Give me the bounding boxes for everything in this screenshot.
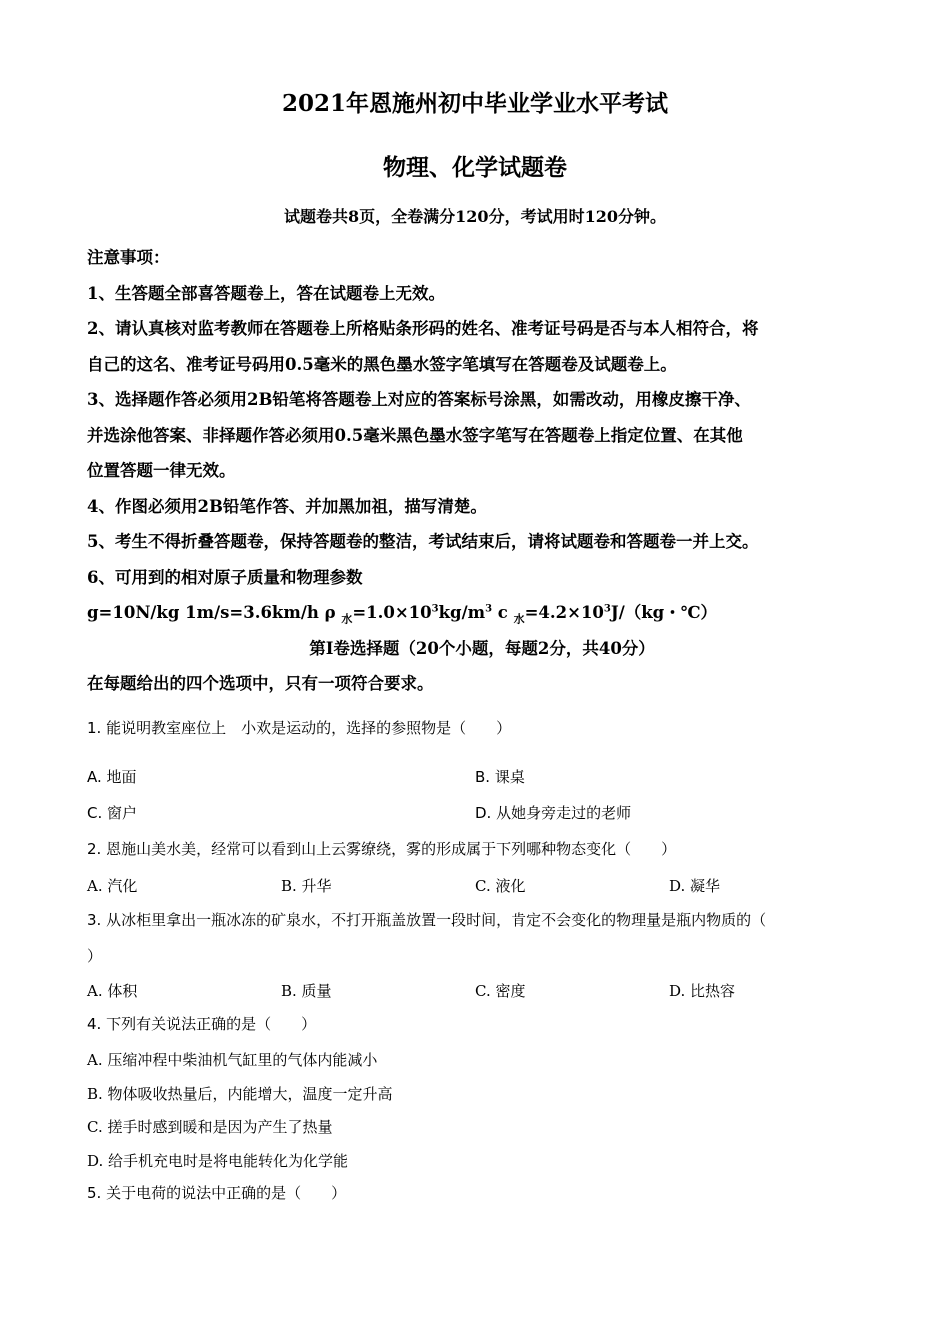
question-2-option-b: B. 升华 bbox=[281, 877, 332, 895]
note-item-2-cont: 自己的这名、准考证号码用0.5毫米的黑色墨水签字笔填写在答题卷及试题卷上。 bbox=[87, 354, 677, 374]
notes-section bbox=[87, 240, 877, 702]
exam-title: 2021年恩施州初中毕业学业水平考试 bbox=[281, 90, 668, 117]
question-2-option-d: D. 凝华 bbox=[669, 877, 721, 895]
question-1-option-a: A. 地面 bbox=[87, 768, 137, 786]
section-instruction: 在每题给出的四个选项中，只有一项符合要求。 bbox=[87, 674, 434, 693]
section-title: 第I卷选择题（20个小题，每题2分，共40分） bbox=[309, 638, 655, 658]
param-c-value: =4.2×10 bbox=[524, 603, 604, 622]
question-4-option-a: A. 压缩冲程中柴油机气缸里的气体内能减小 bbox=[87, 1051, 378, 1069]
param-rho-unit-exp: 3 bbox=[485, 603, 493, 615]
question-3-stem: 3. 从冰柜里拿出一瓶冰冻的矿泉水，不打开瓶盖放置一段时间，肯定不会变化的物理量是瓶内物质的（ bbox=[87, 911, 767, 929]
physics-parameters bbox=[87, 595, 877, 631]
question-4-option-d: D. 给手机充电时是将电能转化为化学能 bbox=[87, 1152, 349, 1170]
note-item-6: 6、可用到的相对原子质量和物理参数 bbox=[87, 567, 363, 587]
param-c: c bbox=[492, 603, 514, 622]
question-1-option-d: D. 从她身旁走过的老师 bbox=[475, 804, 632, 822]
param-g-speed-rho: g=10N/kg 1m/s=3.6km/h ρ bbox=[87, 603, 342, 622]
question-3-option-b: B. 质量 bbox=[281, 982, 332, 1000]
note-item-3-cont2: 位置答题一律无效。 bbox=[87, 461, 236, 480]
question-4-option-c: C. 搓手时感到暖和是因为产生了热量 bbox=[87, 1118, 333, 1136]
exam-info: 试题卷共8页，全卷满分120分，考试用时120分钟。 bbox=[284, 207, 666, 226]
question-4-option-b: B. 物体吸收热量后，内能增大，温度一定升高 bbox=[87, 1085, 393, 1103]
note-item-4: 4、作图必须用2B铅笔作答、并加黑加祖，描写清楚。 bbox=[87, 496, 487, 516]
note-item-5: 5、考生不得折叠答题卷，保持答题卷的整洁，考试结束后，请将试题卷和答题卷一并上交。 bbox=[87, 532, 759, 551]
question-3-stem-cont: ） bbox=[87, 947, 103, 965]
param-c-unit: J/（kg・℃） bbox=[610, 603, 717, 622]
question-2-option-c: C. 液化 bbox=[475, 877, 526, 895]
question-3-option-c: C. 密度 bbox=[475, 982, 526, 1000]
question-3-option-a: A. 体积 bbox=[87, 982, 138, 1000]
notes-heading: 注意事项： bbox=[87, 248, 170, 267]
note-item-2: 2、请认真核对监考教师在答题卷上所格贴条形码的姓名、准考证号码是否与本人相符合，将 bbox=[87, 319, 759, 338]
question-3-option-d: D. 比热容 bbox=[669, 982, 736, 1000]
question-2-stem: 2. 恩施山美水美，经常可以看到山上云雾缭绕，雾的形成属于下列哪种物态变化（ ） bbox=[87, 840, 677, 858]
exam-subtitle: 物理、化学试题卷 bbox=[383, 154, 567, 181]
question-4-stem: 4. 下列有关说法正确的是（ ） bbox=[87, 1015, 317, 1033]
param-rho-unit: kg/m bbox=[438, 603, 486, 622]
param-rho-exp: 3 bbox=[431, 603, 439, 615]
question-2-option-a: A. 汽化 bbox=[87, 877, 138, 895]
param-rho-value: =1.0×10 bbox=[352, 603, 432, 622]
note-item-1: 1、生答题全部喜答题卷上，答在试题卷上无效。 bbox=[87, 283, 445, 303]
question-1-stem: 1. 能说明教室座位上 小欢是运动的，选择的参照物是（ ） bbox=[87, 719, 512, 737]
question-1-option-c: C. 窗户 bbox=[87, 804, 138, 822]
param-c-exp: 3 bbox=[603, 603, 611, 615]
note-item-3-cont: 并选涂他答案、非择题作答必须用0.5毫米黑色墨水签字笔写在答题卷上指定位置、在其他 bbox=[87, 425, 743, 445]
param-c-sub: 水 bbox=[513, 612, 525, 626]
param-rho-sub: 水 bbox=[341, 612, 353, 626]
question-1-option-b: B. 课桌 bbox=[475, 768, 525, 786]
question-5-stem: 5. 关于电荷的说法中正确的是（ ） bbox=[87, 1184, 347, 1202]
note-item-3: 3、选择题作答必须用2B铅笔将答题卷上对应的答案标号涂黑，如需改动，用橡皮擦干净、 bbox=[87, 390, 751, 409]
